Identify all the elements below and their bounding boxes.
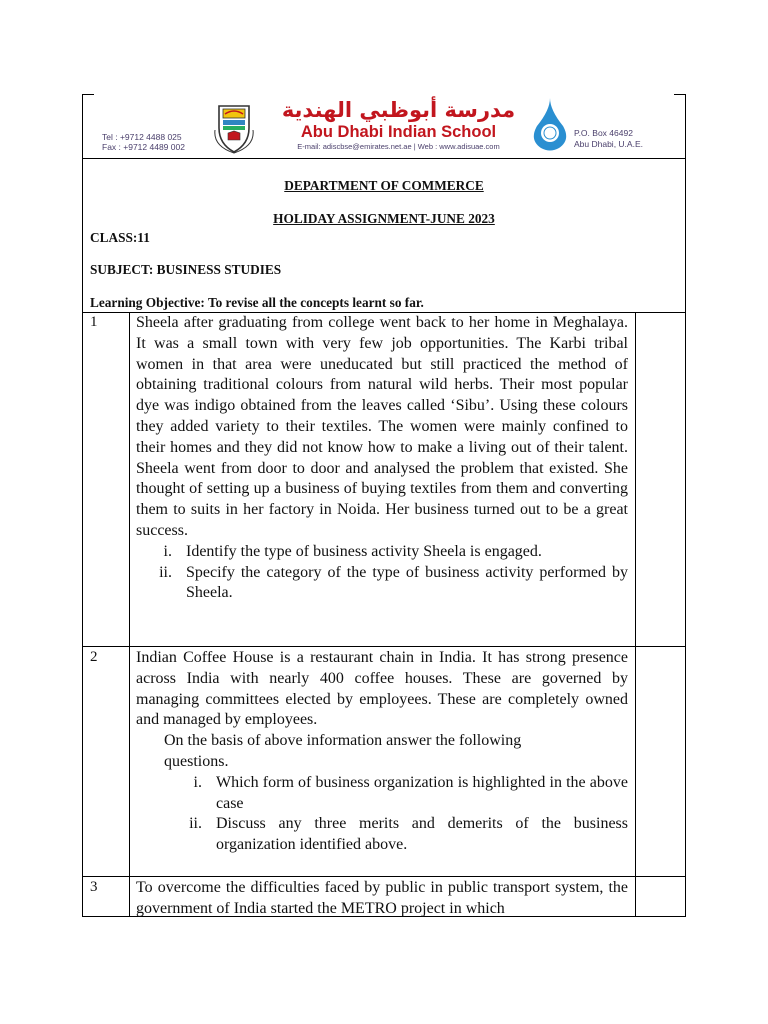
column-divider-marks <box>635 312 636 917</box>
question-number: 1 <box>90 314 98 330</box>
school-name: Abu Dhabi Indian School <box>300 123 497 141</box>
question-intro: On the basis of above information answer the following questions. <box>164 732 522 770</box>
subject-label: SUBJECT: BUSINESS STUDIES <box>90 262 282 277</box>
school-email-web: E-mail: adiscbse@emirates.net.ae | Web : www.adisuae.com <box>297 142 500 151</box>
school-crest-logo <box>211 100 257 154</box>
question-body: To overcome the difficulties faced by public in public transport system, the government of India started the METRO project in which <box>136 879 628 917</box>
question-2-text <box>136 648 628 856</box>
city: Abu Dhabi, U.A.E. <box>574 139 643 149</box>
po-box: P.O. Box 46492 <box>574 128 633 138</box>
fax: Fax : +9712 4489 002 <box>102 142 185 152</box>
letterhead-phone-block <box>102 132 185 152</box>
sub-question: ii. Discuss any three merits and demerits of the business organization identified above. <box>189 815 628 854</box>
sub-question: i. Which form of business organization is highlighted in the above case <box>193 773 628 812</box>
row-divider-1 <box>82 646 686 647</box>
row-divider-2 <box>82 876 686 877</box>
question-3-text <box>136 878 628 920</box>
border-top-left-tick <box>82 94 94 95</box>
sub-question: i. Identify the type of business activity Sheela is engaged. <box>163 542 542 560</box>
telephone: Tel : +9712 4488 025 <box>102 132 182 142</box>
assignment-title: HOLIDAY ASSIGNMENT-JUNE 2023 <box>273 211 495 226</box>
sub-question: ii. Specify the category of the type of business activity performed by Sheela. <box>159 563 628 602</box>
learning-objective: Learning Objective: To revise all the concepts learnt so far. <box>90 295 424 310</box>
question-number: 2 <box>90 649 98 665</box>
question-body: Indian Coffee House is a restaurant chain in India. It has strong presence across India with nearly 400 coffee houses. These are governed by managing committees elected by employees. These are completely owned and managed by employees. <box>136 649 628 729</box>
letterhead <box>98 96 688 158</box>
letterhead-address-block <box>574 128 643 150</box>
column-divider-number <box>129 312 130 917</box>
department-title: DEPARTMENT OF COMMERCE <box>284 178 484 193</box>
arabic-school-name: مدرسة أبوظبي الهندية <box>281 98 516 122</box>
water-drop-emblem-icon <box>531 96 569 154</box>
question-number: 3 <box>90 879 98 895</box>
letterhead-divider <box>82 158 686 159</box>
class-label: CLASS:11 <box>90 230 150 245</box>
question-1-text <box>136 313 628 604</box>
question-body: Sheela after graduating from college went back to her home in Meghalaya. It was a small town with very few job opportunities. The Karbi tribal women in that area were uneducated but still practiced the method of obtaining traditional colours from natural wild herbs. Their most popular dye was indigo obtained from the leaves called ‘Sibu’. Using these colours they added variety to their textiles. The women were mainly confined to their homes and they did not know how to make a living out of their talent. Sheela went from door to door and analysed the problem that existed. She thought of setting up a business of buying textiles from them and converting them to suits in her factory in Noida. Her business turned out to be a great success. <box>136 314 628 539</box>
